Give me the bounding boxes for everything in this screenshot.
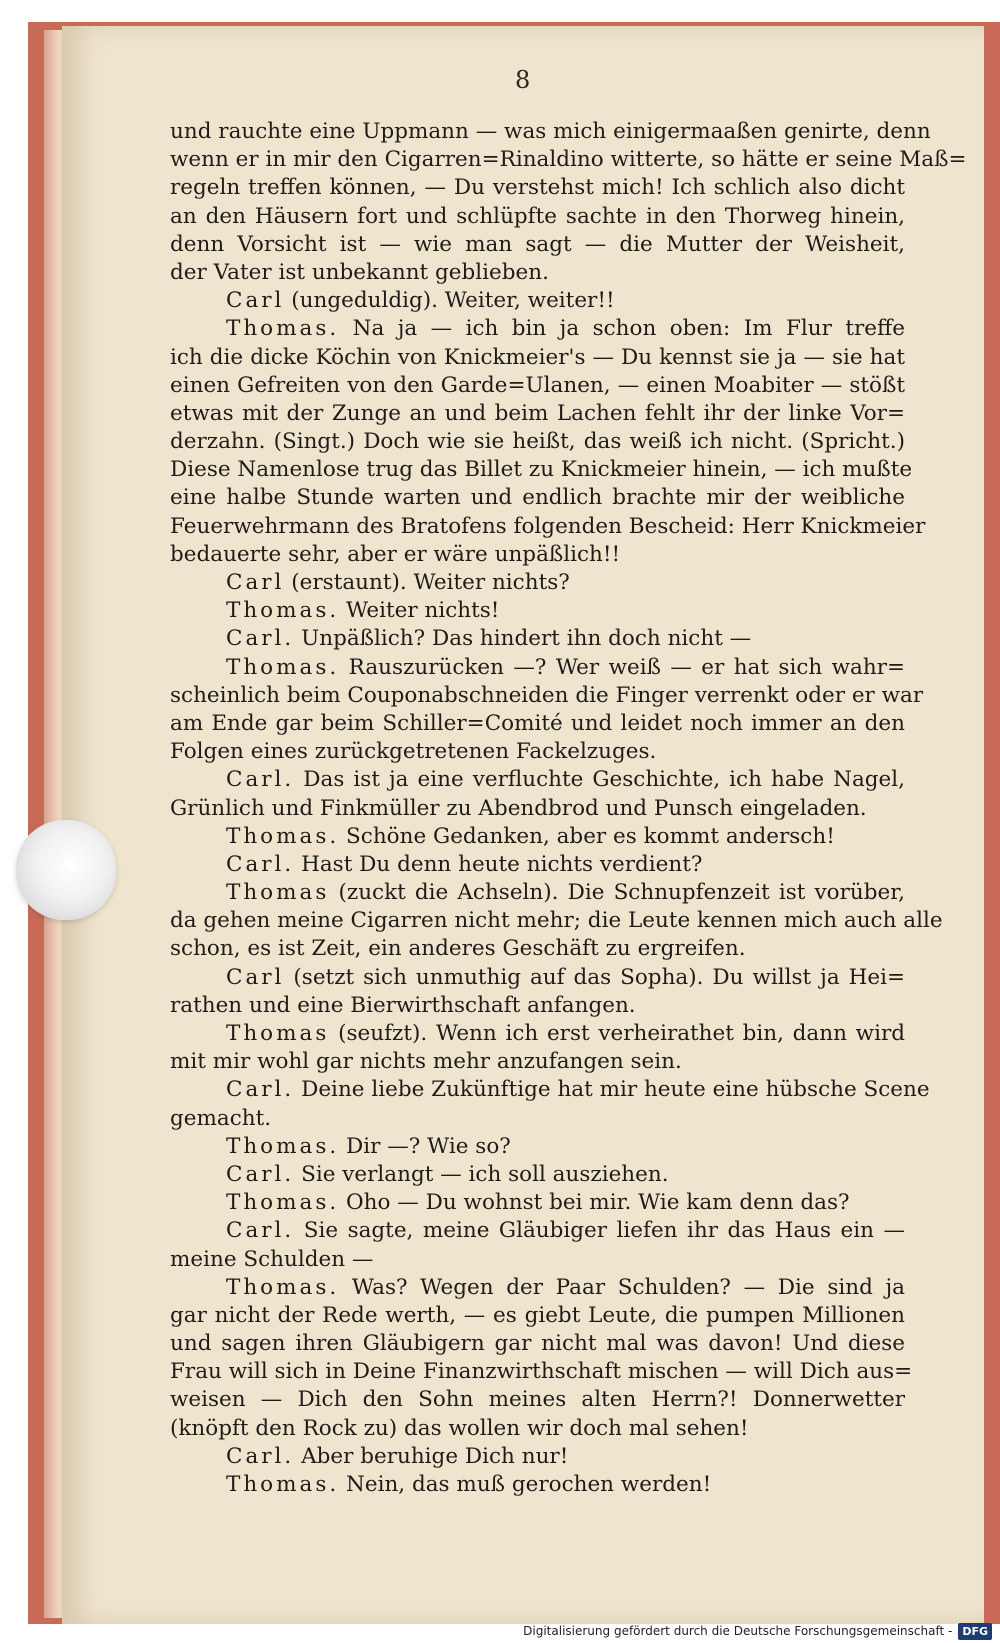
line-text: scheinlich beim Couponabschneiden die Finger verrenkt oder er war [170, 682, 924, 708]
page-number: 8 [515, 66, 531, 94]
line-text: Das ist ja eine verfluchte Geschichte, ich habe Nagel, [294, 767, 905, 793]
footer-text: Digitalisierung gefördert durch die Deutsche Forschungsgemeinschaft - [523, 1624, 953, 1638]
line-text: einen Gefreiten von den Garde=Ulanen, — einen Moabiter — stößt [170, 372, 905, 398]
text-line [170, 1302, 905, 1330]
speaker-name: Carl. [226, 767, 295, 793]
text-line [170, 456, 913, 484]
line-text: (zuckt die Achseln). Die Schnupfenzeit ist vorüber, [329, 880, 905, 906]
text-line [170, 1274, 905, 1302]
text-line [170, 1161, 905, 1189]
line-text: ich die dicke Köchin von Knickmeier's — Du kennst sie ja — sie hat [170, 344, 905, 370]
speaker-name: Thomas. [226, 1274, 340, 1300]
line-text: Frau will sich in Deine Finanzwirthschaft mischen — will Dich aus= [170, 1359, 913, 1385]
text-line [170, 287, 905, 315]
text-line [170, 738, 905, 766]
speaker-name: Thomas. [226, 1472, 340, 1497]
text-line [170, 851, 905, 879]
line-text: meine Schulden — [170, 1246, 374, 1272]
line-text: Oho — Du wohnst bei mir. Wie kam denn das? [339, 1190, 850, 1216]
line-text: schon, es ist Zeit, ein anderes Geschäft zu ergreifen. [170, 936, 746, 962]
line-text: Dir —? Wie so? [339, 1133, 511, 1159]
line-text: gar nicht der Rede werth, — es giebt Leute, die pumpen Millionen [170, 1302, 905, 1328]
speaker-name: Carl. [226, 1218, 295, 1244]
speaker-name: Thomas. [226, 1133, 340, 1159]
speaker-name: Thomas. [226, 316, 340, 342]
line-text: Unpäßlich? Das hindert ihn doch nicht — [294, 626, 752, 652]
text-line [170, 1246, 905, 1274]
line-text: gemacht. [170, 1105, 272, 1131]
line-text: Rauszurücken —? Wer weiß — er hat sich wahr= [339, 654, 905, 680]
line-text: Nein, das muß gerochen werden! [339, 1472, 712, 1497]
text-line [170, 1048, 905, 1076]
text-line [170, 344, 905, 372]
line-text: da gehen meine Cigarren nicht mehr; die Leute kennen mich auch alle [170, 908, 943, 934]
text-line [170, 1189, 905, 1217]
text-line [170, 1386, 905, 1414]
text-line [170, 1076, 930, 1104]
line-text: Schöne Gedanken, aber es kommt andersch! [339, 823, 835, 849]
text-line [170, 203, 905, 231]
line-text: wenn er in mir den Cigarren=Rinaldino witterte, so hätte er seine Maß= [170, 147, 967, 173]
line-text: (seufzt). Wenn ich erst verheirathet bin, dann wird [329, 1021, 905, 1046]
text-line [170, 597, 905, 625]
text-line [170, 625, 905, 653]
text-line [170, 992, 905, 1020]
line-text: Na ja — ich bin ja schon oben: Im Flur treffe [339, 316, 905, 342]
line-text: (ungeduldig). Weiter, weiter!! [284, 288, 615, 314]
text-line [170, 907, 943, 935]
line-text: Sie verlangt — ich soll ausziehen. [294, 1161, 669, 1187]
line-text: rathen und eine Bierwirthschaft anfangen. [170, 992, 636, 1018]
line-text: Aber beruhige Dich nur! [294, 1443, 569, 1469]
text-line [170, 682, 924, 710]
speaker-name: Thomas [226, 880, 330, 906]
text-line [170, 400, 905, 428]
text-line [170, 1217, 905, 1245]
text-line [170, 1415, 905, 1443]
line-text: eine halbe Stunde warten und endlich brachte mir der weibliche [170, 485, 905, 511]
line-text: am Ende gar beim Schiller=Comité und leidet noch immer an den [170, 710, 905, 736]
text-line [170, 766, 905, 794]
speaker-name: Thomas [226, 1021, 330, 1046]
line-text: Diese Namenlose trug das Billet zu Knickmeier hinein, — ich mußte [170, 457, 913, 483]
page-text [170, 118, 967, 1499]
thumb-shadow [16, 820, 116, 920]
line-text: derzahn. (Singt.) Doch wie sie heißt, das weiß ich nicht. (Spricht.) [170, 429, 905, 455]
line-text: (knöpft den Rock zu) das wollen wir doch mal sehen! [170, 1415, 749, 1441]
text-line [170, 935, 905, 963]
text-line [170, 315, 905, 343]
line-text: an den Häusern fort und schlüpfte sachte in den Thorweg hinein, [170, 203, 905, 229]
line-text: mit mir wohl gar nichts mehr anzufangen sein. [170, 1049, 682, 1075]
text-line [170, 1133, 905, 1161]
text-line [170, 1105, 905, 1133]
text-line [170, 823, 905, 851]
speaker-name: Thomas. [226, 1190, 340, 1216]
speaker-name: Carl [226, 570, 285, 595]
text-line [170, 484, 905, 512]
line-text: (setzt sich unmuthig auf das Sopha). Du willst ja Hei= [284, 964, 905, 990]
speaker-name: Thomas. [226, 598, 340, 624]
text-line [170, 259, 905, 287]
line-text: (erstaunt). Weiter nichts? [284, 570, 570, 595]
text-line [170, 654, 905, 682]
text-line [170, 1471, 905, 1499]
line-text: und rauchte eine Uppmann — was mich einigermaaßen genirte, denn [170, 119, 931, 144]
text-line [170, 795, 905, 823]
line-text: und sagen ihren Gläubigern gar nicht mal was davon! Und diese [170, 1331, 905, 1357]
speaker-name: Thomas. [226, 654, 340, 680]
text-line [170, 231, 905, 259]
line-text: der Vater ist unbekannt geblieben. [170, 259, 549, 285]
speaker-name: Thomas. [226, 823, 340, 849]
line-text: denn Vorsicht ist — wie man sagt — die Mutter der Weisheit, [170, 231, 905, 257]
speaker-name: Carl [226, 964, 285, 990]
line-text: Grünlich und Finkmüller zu Abendbrod und Punsch eingeladen. [170, 795, 867, 821]
speaker-name: Carl. [226, 1077, 295, 1103]
line-text: regeln treffen können, — Du verstehst mich! Ich schlich also dicht [170, 175, 905, 201]
dfg-logo: DFG [958, 1623, 992, 1640]
line-text: bedauerte sehr, aber er wäre unpäßlich!! [170, 541, 621, 567]
line-text: Hast Du denn heute nichts verdient? [294, 851, 703, 877]
speaker-name: Carl. [226, 1443, 295, 1469]
text-line [170, 1443, 905, 1471]
text-line [170, 1020, 905, 1048]
text-line [170, 118, 931, 146]
speaker-name: Carl. [226, 851, 295, 877]
line-text: Deine liebe Zukünftige hat mir heute eine hübsche Scene [294, 1077, 930, 1103]
line-text: Was? Wegen der Paar Schulden? — Die sind ja [339, 1274, 905, 1300]
footer-attribution [523, 1621, 992, 1641]
text-line [170, 569, 905, 597]
line-text: weisen — Dich den Sohn meines alten Herrn?! Donnerwetter [170, 1387, 905, 1413]
speaker-name: Carl [226, 288, 285, 314]
line-text: Sie sagte, meine Gläubiger liefen ihr das Haus ein — [294, 1218, 905, 1244]
text-line [170, 146, 967, 174]
text-line [170, 541, 905, 569]
text-line [170, 428, 905, 456]
line-text: etwas mit der Zunge an und beim Lachen fehlt ihr der linke Vor= [170, 400, 905, 426]
text-line [170, 372, 905, 400]
line-text: Feuerwehrmann des Bratofens folgenden Bescheid: Herr Knickmeier [170, 513, 926, 539]
line-text: Folgen eines zurückgetretenen Fackelzuges. [170, 739, 657, 765]
text-line [170, 879, 905, 907]
text-line [170, 1330, 905, 1358]
speaker-name: Carl. [226, 626, 295, 652]
line-text: Weiter nichts! [339, 598, 500, 624]
text-line [170, 513, 926, 541]
speaker-name: Carl. [226, 1161, 295, 1187]
text-line [170, 964, 905, 992]
text-line [170, 1358, 913, 1386]
text-line [170, 710, 905, 738]
text-line [170, 174, 905, 202]
